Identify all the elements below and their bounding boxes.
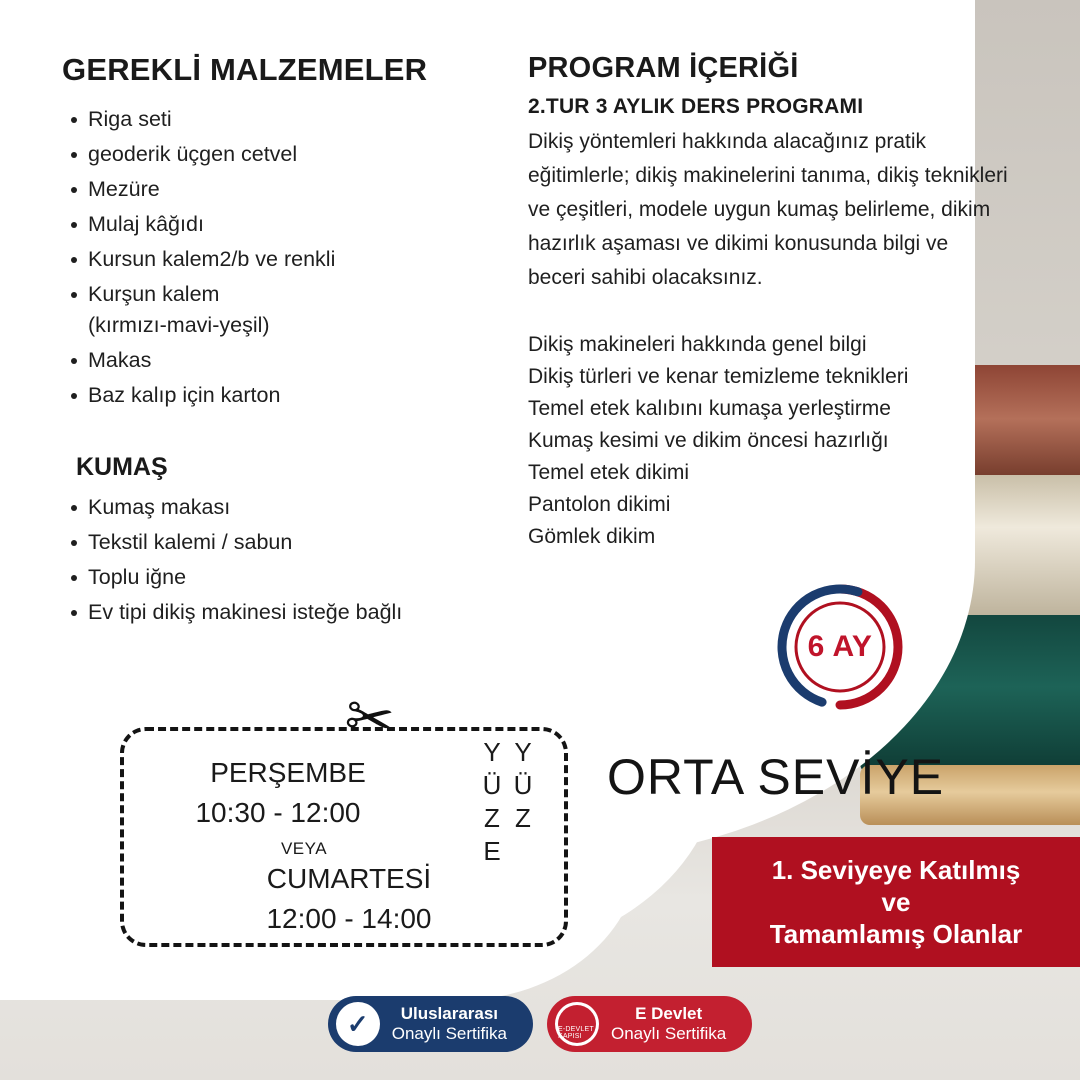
list-item: Temel etek kalıbını kumaşa yerleştirme [528,397,891,420]
list-item: geoderik üçgen cetvel [88,137,492,172]
materials-list [62,102,492,413]
edevlet-icon-text: E-DEVLET KAPISI [558,1005,596,1043]
materials-title: GEREKLİ MALZEMELER [62,52,428,87]
list-item: Baz kalıp için karton [88,378,492,413]
certificate-edevlet [547,996,752,1052]
list-item [88,277,492,343]
list-item: Temel etek dikimi [528,461,690,484]
check-glyph: ✓ [346,1009,369,1039]
list-item-text: Kurşun kalem [88,282,220,306]
schedule-mode-label: YÜZ YÜZE [477,737,538,869]
certificate-title: E Devlet [635,1004,703,1023]
edevlet-icon [555,1002,599,1046]
list-item: Ev tipi dikiş makinesi isteğe bağlı [88,595,492,630]
requirement-banner [712,837,1080,967]
certificate-international [328,996,533,1052]
list-item: Tekstil kalemi / sabun [88,525,492,560]
requirement-line-2: ve [881,887,911,917]
fabric-title: KUMAŞ [76,453,168,481]
program-topics [528,329,1008,553]
list-item: Kursun kalem2/b ve renkli [88,242,492,277]
requirement-line-3: Tamamlamış Olanlar [769,919,1023,949]
list-item: Gömlek dikim [528,525,656,548]
certificate-title: Uluslararası [400,1004,499,1023]
certificate-labels [611,1004,726,1044]
duration-badge [770,577,910,717]
list-item: Kumaş kesimi ve dikim öncesi hazırlığı [528,429,889,452]
scissors-icon: ✂ [340,682,398,755]
duration-badge-label: 6 AY [807,630,873,663]
list-item: Kumaş makası [88,490,492,525]
list-item-subtext: (kırmızı-mavi-yeşil) [88,313,270,337]
fabric-list [62,490,492,630]
schedule-ticket [120,727,568,947]
program-title: PROGRAM İÇERİĞİ [528,52,799,84]
check-icon [336,1002,380,1046]
list-item: Toplu iğne [88,560,492,595]
materials-column [62,52,492,630]
level-label: ORTA SEVİYE [607,749,945,805]
list-item: Mezüre [88,172,492,207]
schedule-time-2: 12:00 - 14:00 [266,903,432,934]
certificate-subtitle: Onaylı Sertifika [391,1024,507,1043]
list-item: Makas [88,343,492,378]
certificate-labels [392,1004,507,1044]
program-subtitle: 2.TUR 3 AYLIK DERS PROGRAMI [528,95,864,118]
list-item: Mulaj kâğıdı [88,207,492,242]
certificate-row [0,996,1080,1052]
list-item: Dikiş türleri ve kenar temizleme teknikleri [528,365,909,388]
schedule-day-1: PERŞEMBE [210,757,366,788]
list-item: Pantolon dikimi [528,493,671,516]
program-paragraph: Dikiş yöntemleri hakkında alacağınız pratik eğitimlerle; dikiş makinelerini tanıma, dikiş teknikleri ve çeşitleri, modele uygun kumaş belirleme, dikim hazırlık aşaması ve dikimi konusunda bilgi ve beceri sahibi olacaksınız. [528,130,1008,289]
list-item: Riga seti [88,102,492,137]
schedule-time-1: 10:30 - 12:00 [195,797,361,828]
certificate-subtitle: Onaylı Sertifika [611,1024,727,1043]
program-column [528,52,1008,553]
list-item: Dikiş makineleri hakkında genel bilgi [528,333,867,356]
requirement-line-1: 1. Seviyeye Katılmış [771,855,1021,885]
schedule-day-2: CUMARTESİ [266,863,432,894]
schedule-or-label: VEYA [280,839,328,858]
